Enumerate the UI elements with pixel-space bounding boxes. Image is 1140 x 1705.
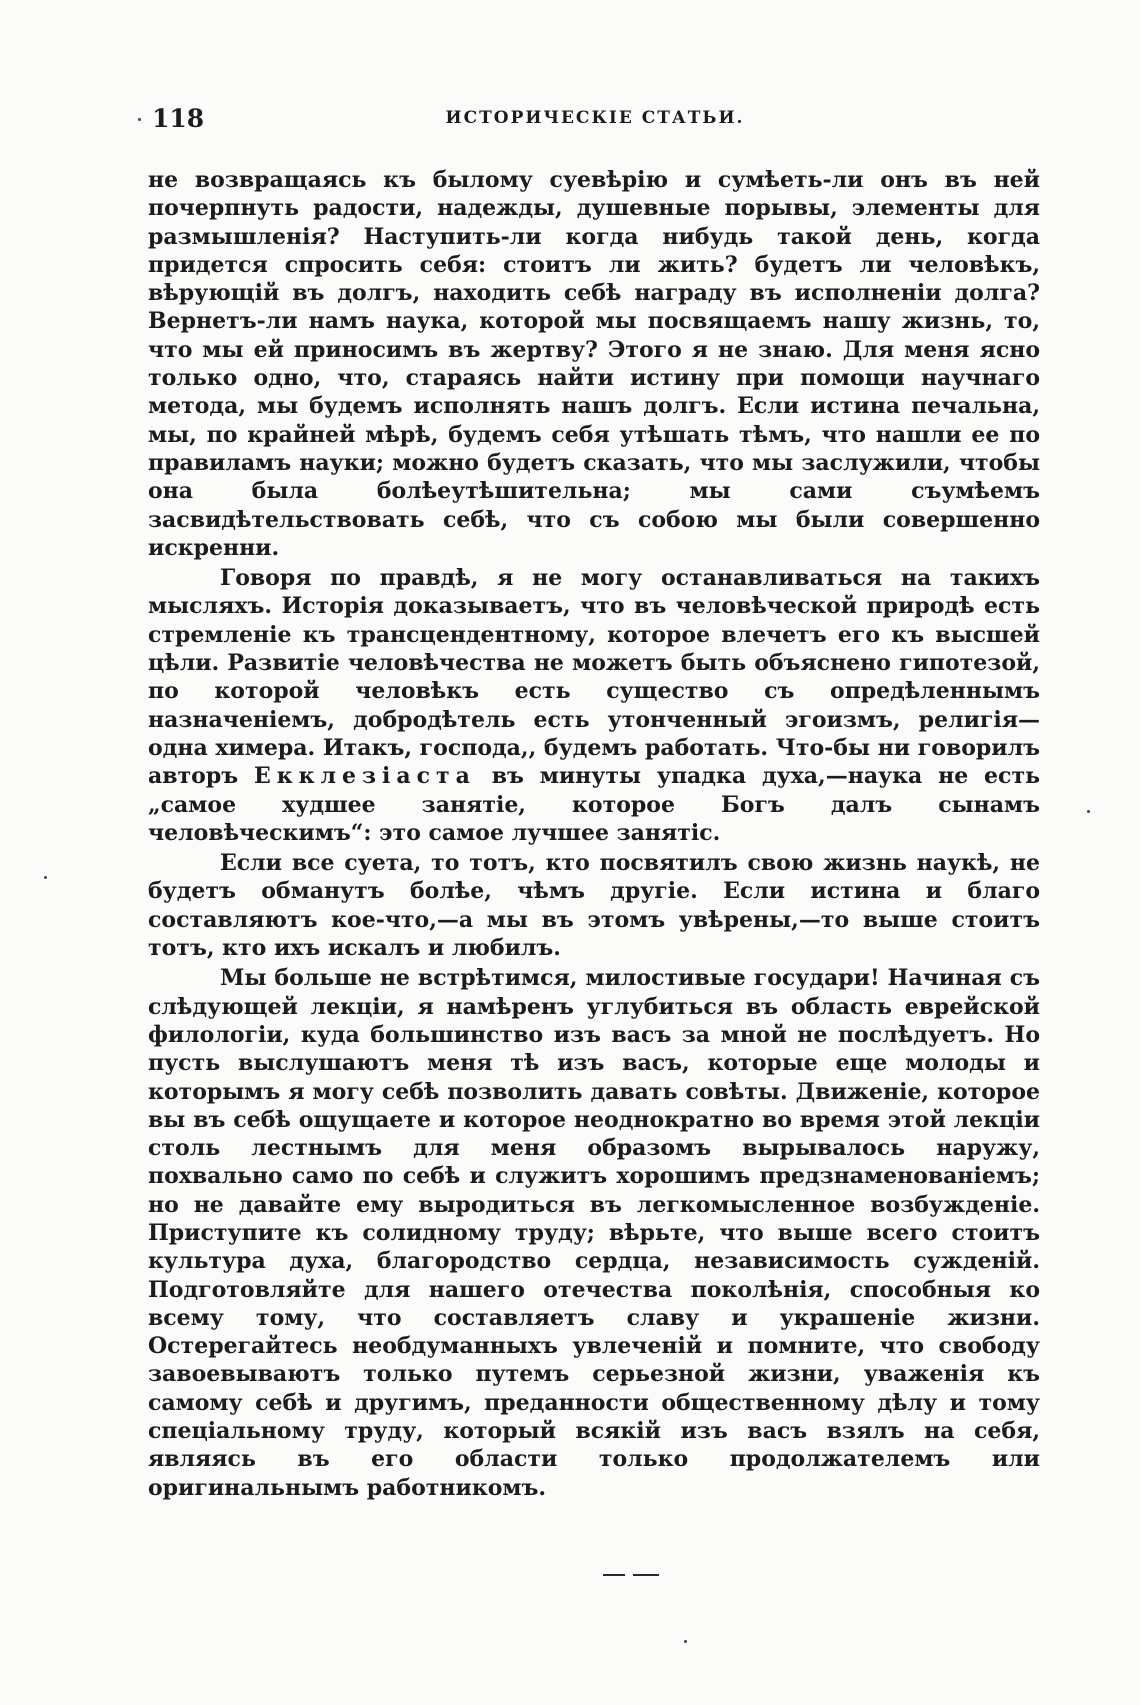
paragraph-transcendent	[148, 564, 1040, 847]
end-ornament-rule	[603, 1568, 659, 1582]
page-number: 118	[152, 104, 205, 133]
paragraph-continuation: не возвращаясь къ былому суевѣрію и сумѣеть-ли онъ въ ней почерпнуть радости, надежды, душевные порывы, элементы для размышленія? Наступить-ли когда нибудь такой день, когда придется спросить себя: стоитъ ли жить? будетъ ли человѣкъ, вѣрующій въ долгъ, находить себѣ награду въ исполненіи долга? Вернетъ-ли намъ наука, которой мы посвящаемъ нашу жизнь, то, что мы ей приносимъ въ жертву? Этого я не знаю. Для меня ясно только одно, что, стараясь найти истину при помощи научнаго метода, мы будемъ исполнять нашъ долгъ. Если истина печальна, мы, по крайней мѣрѣ, будемъ себя утѣшать тѣмъ, что нашли ее по правиламъ науки; можно будетъ сказать, что мы заслужили, чтобы она была болѣеутѣшительна; мы сами съумѣемъ засвидѣтельствовать себѣ, что съ собою мы были совершенно искренни.	[148, 167, 1040, 561]
paragraph-vanity: Если все суета, то тотъ, кто посвятилъ свою жизнь наукѣ, не будетъ обманутъ болѣе, чѣмъ другіе. Если истина и благо составляютъ кое-что,—а мы въ этомъ увѣрены,—то выше стоитъ тотъ, кто ихъ искалъ и любилъ.	[148, 850, 1040, 962]
scan-speck	[44, 876, 47, 879]
scan-speck	[684, 1640, 687, 1643]
scan-speck	[138, 118, 141, 121]
paragraph-text-before: Говоря по правдѣ, я не могу останавливаться на такихъ мысляхъ. Исторія доказываетъ, что въ человѣческой природѣ есть стремленіе къ трансцендентному, которое влечетъ его къ высшей цѣли. Развитіе человѣчества не можетъ быть объяснено гипотезой, по которой человѣкъ есть существо съ опредѣленнымъ назначеніемъ, добродѣтель есть утонченный эгоизмъ, религія—одна химера. Итакъ, господа,, будемъ работать. Что-бы ни говорилъ авторъ	[148, 565, 1040, 790]
rule-dash	[633, 1574, 659, 1576]
scan-speck	[1087, 810, 1090, 813]
running-title: ИСТОРИЧЕСКІЕ СТАТЬИ.	[445, 108, 745, 128]
running-header	[150, 104, 1040, 140]
paragraph-farewell: Мы больше не встрѣтимся, милостивые государи! Начиная съ слѣдующей лекціи, я намѣренъ углубиться въ область еврейской филологіи, куда большинство изъ васъ за мной не послѣдуетъ. Но пусть выслушаютъ меня тѣ изъ васъ, которые еще молоды и которымъ я могу себѣ позволить давать совѣты. Движеніе, которое вы въ себѣ ощущаете и которое неоднократно во время этой лекціи столь лестнымъ для меня образомъ вырывалось наружу, похвально само по себѣ и служитъ хорошимъ предзнаменованіемъ; но не давайте ему выродиться въ легкомысленное возбужденіе. Приступите къ солидному труду; вѣрьте, что выше всего стоитъ культура духа, благородство сердца, независимость сужденій. Подготовляйте для нашего отечества поколѣнія, способныя ко всему тому, что составляетъ славу и украшеніе жизни. Остерегайтесь необдуманныхъ увлеченій и помните, что свободу завоевываютъ только путемъ серьезной жизни, уваженія къ самому себѣ и другимъ, преданности общественному дѣлу и тому спеціальному труду, который всякій изъ васъ взялъ на себя, являясь въ его области только продолжателемъ или оригинальнымъ работникомъ.	[148, 965, 1040, 1501]
text-body	[148, 166, 1040, 1502]
rule-dash	[603, 1574, 625, 1576]
paragraph-text-after: въ минуты упадка духа,—наука не есть „самое худшее занятіе, которое Богъ далъ сынамъ человѣческимъ“: это самое лучшее занятіс.	[148, 763, 1041, 846]
spaced-book-title: Екклезіаста	[253, 763, 476, 790]
